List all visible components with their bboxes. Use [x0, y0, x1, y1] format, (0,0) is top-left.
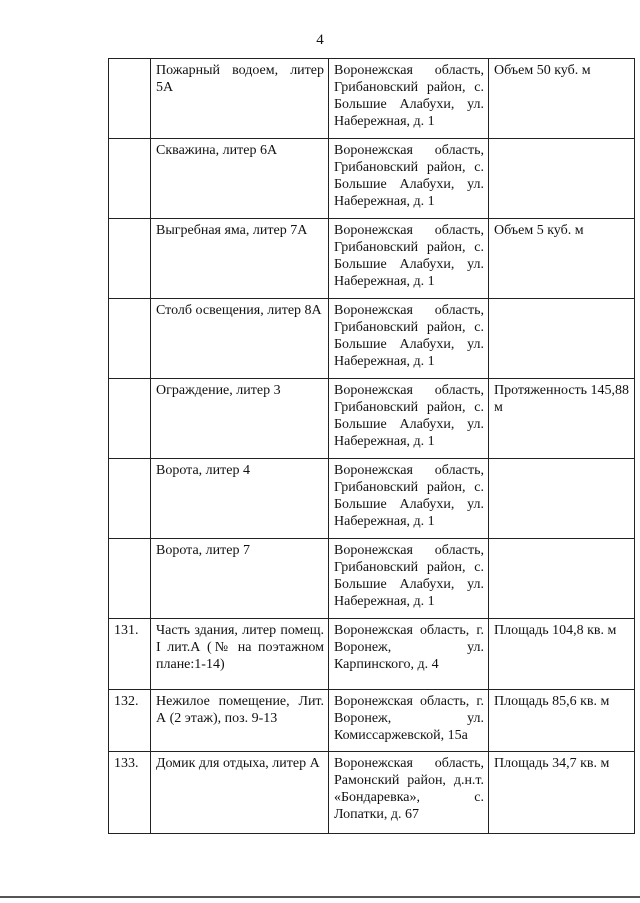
object-characteristic — [489, 539, 635, 619]
object-characteristic — [489, 459, 635, 539]
row-number — [109, 219, 151, 299]
object-address: Воронежская область, Рамонский район, д.н.т. «Бондаревка», с. Лопатки, д. 67 — [329, 752, 489, 834]
row-number — [109, 139, 151, 219]
object-address: Воронежская область, г. Воронеж, ул. Комиссаржевской, 15а — [329, 690, 489, 752]
table-row — [109, 139, 635, 219]
object-address: Воронежская область, Грибановский район, с. Большие Алабухи, ул. Набережная, д. 1 — [329, 459, 489, 539]
table-row — [109, 379, 635, 459]
table-row — [109, 219, 635, 299]
table-row — [109, 619, 635, 690]
object-name: Ограждение, литер 3 — [151, 379, 329, 459]
row-number: 133. — [109, 752, 151, 834]
table-row — [109, 459, 635, 539]
object-characteristic: Объем 50 куб. м — [489, 59, 635, 139]
row-number — [109, 299, 151, 379]
object-name: Ворота, литер 4 — [151, 459, 329, 539]
row-number — [109, 539, 151, 619]
object-characteristic: Площадь 104,8 кв. м — [489, 619, 635, 690]
row-number — [109, 379, 151, 459]
object-address: Воронежская область, Грибановский район, с. Большие Алабухи, ул. Набережная, д. 1 — [329, 379, 489, 459]
object-characteristic: Площадь 85,6 кв. м — [489, 690, 635, 752]
table-row — [109, 299, 635, 379]
object-address: Воронежская область, Грибановский район, с. Большие Алабухи, ул. Набережная, д. 1 — [329, 299, 489, 379]
object-name: Ворота, литер 7 — [151, 539, 329, 619]
row-number: 132. — [109, 690, 151, 752]
property-table — [108, 58, 635, 834]
object-name: Скважина, литер 6А — [151, 139, 329, 219]
object-name: Пожарный водоем, литер 5А — [151, 59, 329, 139]
page-number: 4 — [316, 32, 324, 48]
object-name: Выгребная яма, литер 7А — [151, 219, 329, 299]
object-characteristic: Объем 5 куб. м — [489, 219, 635, 299]
object-name: Нежилое помещение, Лит. А (2 этаж), поз. 9-13 — [151, 690, 329, 752]
object-name: Столб освещения, литер 8А — [151, 299, 329, 379]
row-number — [109, 59, 151, 139]
object-address: Воронежская область, Грибановский район, с. Большие Алабухи, ул. Набережная, д. 1 — [329, 59, 489, 139]
table-row — [109, 690, 635, 752]
object-address: Воронежская область, Грибановский район, с. Большие Алабухи, ул. Набережная, д. 1 — [329, 139, 489, 219]
page-bottom-edge — [0, 896, 640, 898]
row-number — [109, 459, 151, 539]
row-number: 131. — [109, 619, 151, 690]
object-characteristic — [489, 299, 635, 379]
table-row — [109, 59, 635, 139]
object-address: Воронежская область, г. Воронеж, ул. Карпинского, д. 4 — [329, 619, 489, 690]
object-name: Домик для отдыха, литер А — [151, 752, 329, 834]
object-address: Воронежская область, Грибановский район, с. Большие Алабухи, ул. Набережная, д. 1 — [329, 219, 489, 299]
object-address: Воронежская область, Грибановский район, с. Большие Алабухи, ул. Набережная, д. 1 — [329, 539, 489, 619]
object-characteristic — [489, 139, 635, 219]
object-characteristic: Площадь 34,7 кв. м — [489, 752, 635, 834]
table-row — [109, 539, 635, 619]
object-name: Часть здания, литер помещ. I лит.А (№ на поэтажном плане:1-14) — [151, 619, 329, 690]
object-characteristic: Протяженность 145,88 м — [489, 379, 635, 459]
table-row — [109, 752, 635, 834]
